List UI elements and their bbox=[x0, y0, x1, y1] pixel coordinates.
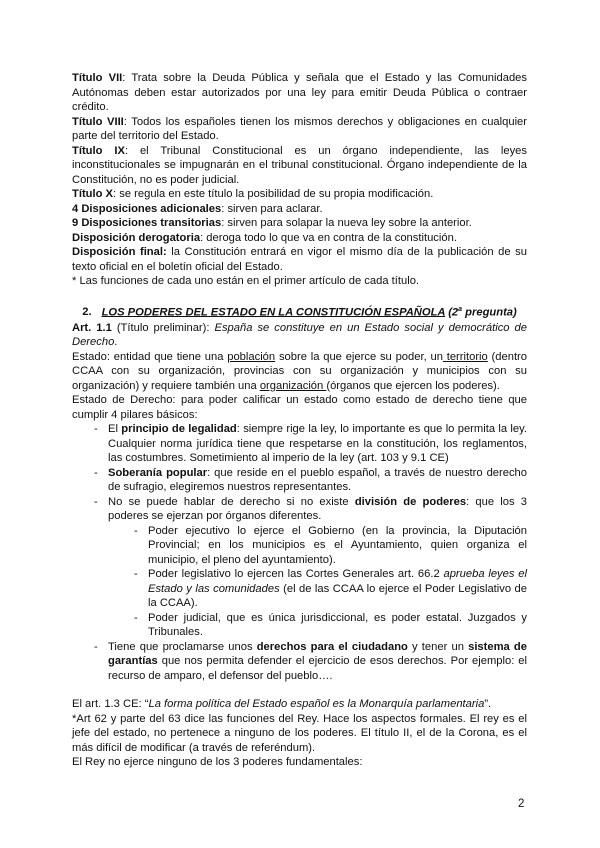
page-number: 2 bbox=[518, 798, 525, 810]
poderes-list bbox=[108, 524, 527, 640]
paragraph-art-62: *Art 62 y parte del 63 dice las funciones del Rey. Hace los aspectos formales. El rey es el jefe del estado, no pertenece a ninguno de los poderes. El título II, el de la Corona, es el más difícil de modificar (a través de referéndum). bbox=[72, 712, 527, 754]
list-item: - No se puede hablar de derecho si no existe división de poderes: que los 3 poderes se ejerzan por órganos diferentes. - Poder ejecutivo lo ejerce el Gobierno (en la provincia, la Diputación Provincial; en los municipios es el Ayuntamiento, quien organiza el municipio, el pleno del ayuntamiento). - Poder legislativo lo ejercen las Cortes Generales art. 66.2 aprueba leyes el Estado y las comunidades (el de las CCAA lo ejerce el Poder Legislativo de la CCAA). - Poder judicial, que es única jurisdiccional, es poder estatal. Juzgados y Tribunales. bbox=[94, 495, 527, 640]
paragraph-titulo-x: Título X: se regula en este título la posibilidad de su propia modificación. bbox=[72, 188, 434, 200]
paragraph-disposiciones-transitorias: 9 Disposiciones transitorias: sirven para solapar la nueva ley sobre la anterior. bbox=[72, 217, 472, 229]
paragraph-art-1-1: Art. 1.1 (Título preliminar): España se constituye en un Estado social y democrático de Derecho. bbox=[72, 321, 527, 349]
list-item: - Poder judicial, que es única jurisdiccional, es poder estatal. Juzgados y Tribunales. bbox=[134, 611, 527, 640]
spacer bbox=[72, 289, 527, 303]
paragraph-disposicion-final: Disposición final: la Constitución entrará en vigor el mismo día de la publicación de su texto oficial en el boletín oficial del Estado. bbox=[72, 246, 527, 273]
page-content bbox=[72, 71, 527, 770]
paragraph-rey: El Rey no ejerce ninguno de los 3 poderes fundamentales: bbox=[72, 756, 363, 769]
paragraph-titulo-vii: Título VII: Trata sobre la Deuda Pública y señala que el Estado y las Comunidades Autónomas deben estar autorizados por una ley para emitir Deuda Pública o contraer crédito. bbox=[72, 72, 527, 113]
list-item: - Soberanía popular: que reside en el pueblo español, a través de nuestro derecho de sufragio, elegiremos nuestros representantes. bbox=[94, 466, 527, 495]
section-heading: 2. LOS PODERES DEL ESTADO EN LA CONSTITUCIÓN ESPAÑOLA (2$^a$ pregunta) bbox=[82, 305, 517, 319]
list-item: - Poder ejecutivo lo ejerce el Gobierno (en la provincia, la Diputación Provincial; en los municipios es el Ayuntamiento, quien organiza el municipio, el pleno del ayuntamiento). bbox=[134, 524, 527, 568]
list-item: - Poder legislativo lo ejercen las Cortes Generales art. 66.2 aprueba leyes el Estado y las comunidades (el de las CCAA lo ejerce el Poder Legislativo de la CCAA). bbox=[134, 567, 527, 611]
pilares-list bbox=[72, 422, 527, 683]
paragraph-funciones-note: * Las funciones de cada uno están en el primer artículo de cada título. bbox=[72, 275, 420, 287]
paragraph-art-1-3: El art. 1.3 CE: “La forma política del Estado español es la Monarquía parlamentaria”. bbox=[72, 698, 492, 711]
paragraph-estado: Estado: entidad que tiene una población sobre la que ejerce su poder, un territorio (dentro CCAA con su organización, provincias con su organización y municipios con su organización) y requiere también una organización (órganos que ejercen los poderes). bbox=[72, 350, 527, 392]
list-item: - Tiene que proclamarse unos derechos para el ciudadano y tener un sistema de garantías que nos permita defender el ejercicio de esos derechos. Por ejemplo: el recurso de amparo, el defensor del pueblo…. bbox=[94, 640, 527, 684]
paragraph-estado-de-derecho: Estado de Derecho: para poder calificar un estado como estado de derecho tiene que cumplir 4 pilares básicos: bbox=[72, 394, 527, 421]
paragraph-disposiciones-adicionales: 4 Disposiciones adicionales: sirven para aclarar. bbox=[72, 202, 323, 215]
paragraph-titulo-viii: Título VIII: Todos los españoles tienen los mismos derechos y obligaciones en cualquier parte del territorio del Estado. bbox=[72, 115, 527, 142]
paragraph-titulo-ix: Título IX: el Tribunal Constitucional es un órgano independiente, las leyes inconstitucionales se impugnarán en el tribunal constitucional. Órgano independiente de la Constitución, no es poder judicial. bbox=[72, 144, 527, 186]
paragraph-disposicion-derogatoria: Disposición derogatoria: deroga todo lo que va en contra de la constitución. bbox=[72, 231, 457, 244]
spacer bbox=[72, 683, 527, 697]
list-item: - El principio de legalidad: siempre rige la ley, lo importante es que lo permita la ley. Cualquier norma jurídica tiene que respetarse en la constitución, los reglamentos, las costumbres. Sometimiento al imperio de la ley (art. 103 y 9.1 CE) bbox=[94, 422, 527, 466]
